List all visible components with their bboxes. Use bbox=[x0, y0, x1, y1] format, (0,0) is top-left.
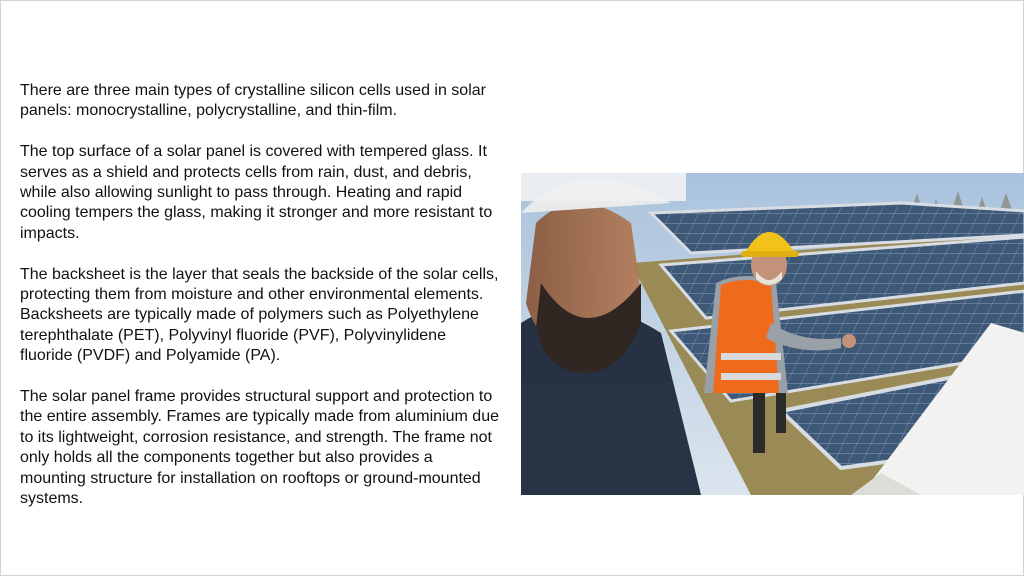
paragraph-tempered-glass: The top surface of a solar panel is covered with tempered glass. It serves as a shield and protects cells from rain, dust, and debris, while also allowing sunlight to pass through. Heating and rapid cooling tempers the glass, making it stronger and more resistant to impacts. bbox=[20, 143, 493, 242]
solar-workers-photo bbox=[521, 173, 1024, 495]
paragraph-cell-types: There are three main types of crystalline silicon cells used in solar panels: monocrystalline, polycrystalline, and thin-film. bbox=[20, 82, 486, 120]
body-text bbox=[20, 81, 500, 530]
paragraph-frame: The solar panel frame provides structural support and protection to the entire assembly. Frames are typically made from aluminium due to its lightweight, corrosion resistance, and strength. The frame not only holds all the components together but also provides a mounting structure for installation on rooftops or ground-mounted systems. bbox=[20, 388, 499, 508]
paragraph-backsheet: The backsheet is the layer that seals the backside of the solar cells, protecting them from moisture and other environmental elements. Backsheets are typically made of polymers such as Polyethylene terephthalate (PET), Polyvinyl fluoride (PVF), Polyvinylidene fluoride (PVDF) and Polyamide (PA). bbox=[20, 265, 499, 365]
photo-illustration bbox=[521, 173, 1024, 495]
